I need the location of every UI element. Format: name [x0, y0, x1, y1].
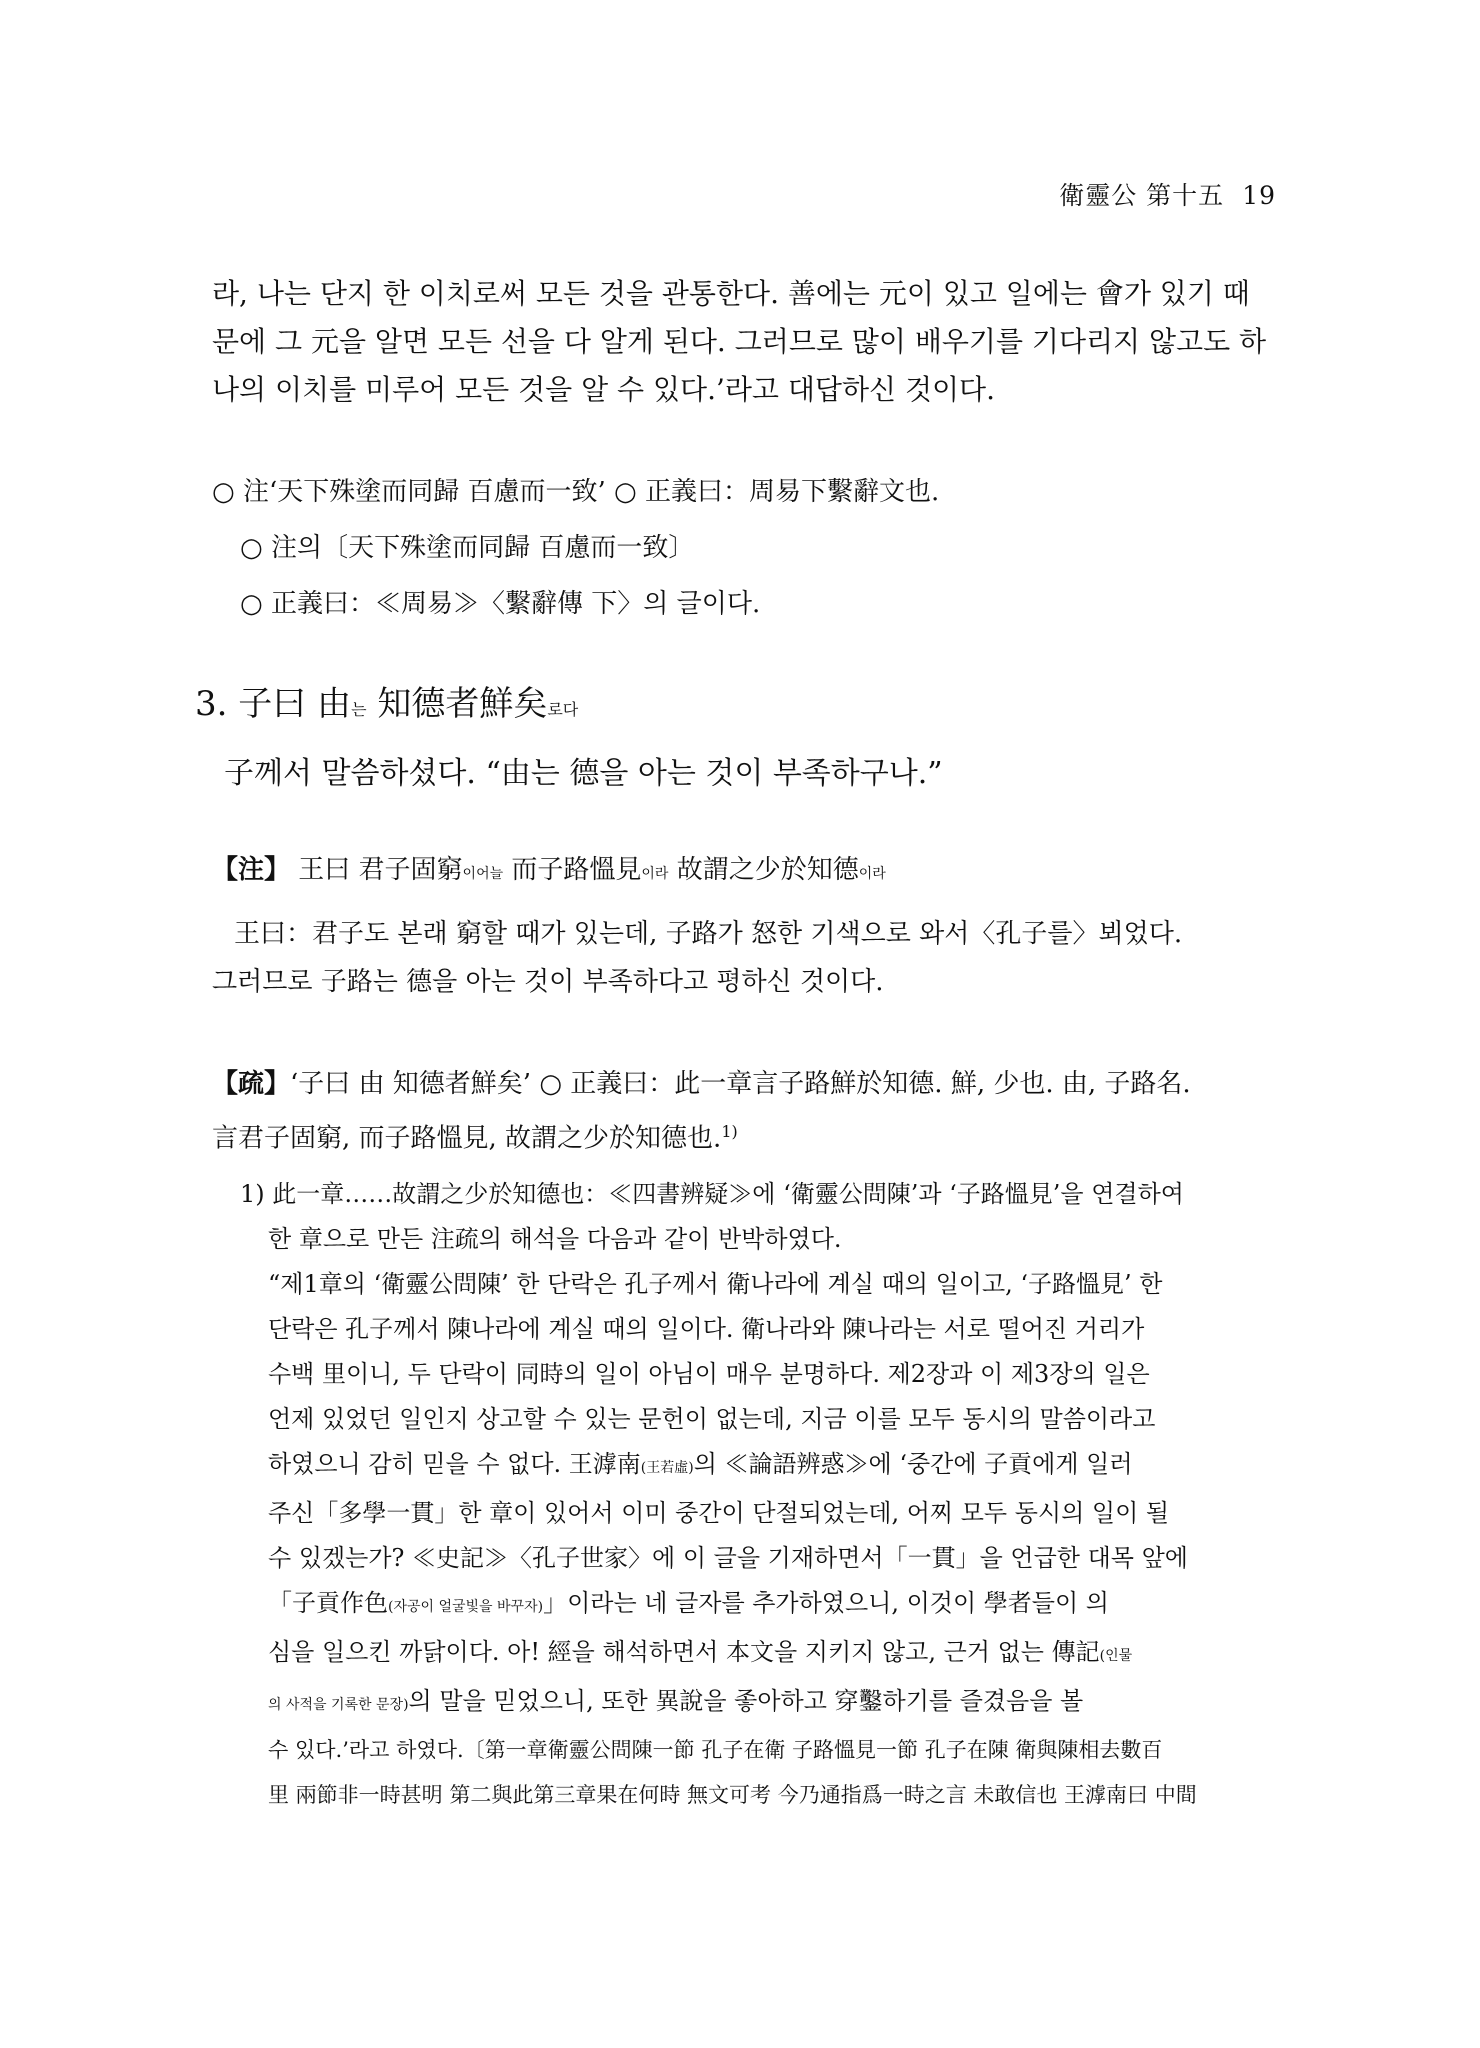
footnote-line: 언제 있었던 일인지 상고할 수 있는 문헌이 없는데, 지금 이를 모두 동시의 말씀이라고	[268, 1405, 1156, 1433]
intro-line-2: 문에 그 元을 알면 모든 선을 다 알게 된다. 그러므로 많이 배우기를 기다리지 않고도 하	[212, 325, 1267, 358]
footnote-line: 단락은 孔子께서 陳나라에 계실 때의 일이다. 衛나라와 陳나라는 서로 떨어진 거리가	[268, 1315, 1145, 1343]
note-1-sub1: ○ 注의〔天下殊塗而同歸 百慮而一致〕	[240, 533, 695, 563]
footnote-line	[240, 1581, 1268, 1630]
footnote-ref-1[interactable]: 1)	[721, 1122, 738, 1141]
footnote-segment: 「子貢作色	[268, 1589, 388, 1617]
zhu-particle-1: 이어늘	[462, 866, 504, 882]
note-1-sub2: ○ 正義曰：≪周易≫〈繫辭傳 下〉의 글이다.	[240, 589, 761, 619]
footnote-inline-note: (王若虛)	[640, 1460, 694, 1476]
footnote-segment: 」이라는 네 글자를 추가하였으니, 이것이 學者들이 의	[543, 1589, 1109, 1617]
intro-paragraph	[212, 270, 1272, 414]
shu-commentary	[212, 1060, 1272, 1163]
zhu-commentary	[212, 850, 1272, 894]
footnote-line: 한 章으로 만든 注疏의 해석을 다음과 같이 반박하였다.	[268, 1225, 842, 1253]
shu-line-2: 言君子固窮, 而子路慍見, 故謂之少於知德也.	[212, 1123, 722, 1154]
section-title-main: 3. 子曰 由	[195, 684, 352, 724]
zhu-translation	[212, 910, 1272, 1006]
footnote-line	[240, 1442, 1268, 1491]
footnote-line: 수백 里이니, 두 단락이 同時의 일이 아님이 매우 분명하다. 제2장과 이 제3장의 일은	[268, 1360, 1150, 1388]
zhu-trans-line-1: 王曰：君子도 본래 窮할 때가 있는데, 子路가 怒한 기색으로 와서〈孔子를〉뵈었다.	[234, 919, 1183, 949]
intro-line-3: 나의 이치를 미루어 모든 것을 알 수 있다.’라고 대답하신 것이다.	[212, 373, 996, 406]
footnote-line	[240, 1679, 1268, 1728]
footnote-inline-note: (인물	[1099, 1648, 1133, 1664]
footnote-1	[240, 1172, 1268, 1818]
zhu-particle-2: 이라	[641, 866, 669, 882]
zhu-text-2: 而子路慍見	[503, 855, 642, 885]
footnote-segment: 하였으니 감히 믿을 수 없다. 王滹南	[268, 1450, 641, 1478]
section-title-particle-2: 로다	[547, 700, 579, 719]
footnote-line: 1) 此一章……故謂之少於知德也：≪四書辨疑≫에 ‘衛靈公問陳’과 ‘子路慍見’을 연결하여	[240, 1180, 1184, 1208]
zhu-trans-line-2: 그러므로 子路는 德을 아는 것이 부족하다고 평하신 것이다.	[212, 967, 884, 997]
section-3-translation: 子께서 말씀하셨다. “由는 德을 아는 것이 부족하구나.”	[224, 756, 943, 791]
footnote-segment: 심을 일으킨 까닭이다. 아! 經을 해석하면서 本文을 지키지 않고, 근거 없는 傳記	[268, 1638, 1100, 1666]
footnote-segment: 의 ≪論語辨惑≫에 ‘중간에 子貢에게 일러	[693, 1450, 1133, 1478]
footnote-line: “제1章의 ‘衛靈公問陳’ 한 단락은 孔子께서 衛나라에 계실 때의 일이고, ‘子路慍見’ 한	[268, 1270, 1163, 1298]
zhu-particle-3: 이라	[858, 866, 886, 882]
header-title: 衛靈公 第十五	[1059, 181, 1225, 210]
zhu-text-3: 故謂之少於知德	[668, 855, 859, 885]
footnote-line: 수 있다.’라고 하였다.〔第一章衛靈公問陳一節 孔子在衛 子路慍見一節 孔子在陳 衛與陳相去數百	[268, 1738, 1163, 1762]
footnote-inline-note: (자공이 얼굴빛을 바꾸자)	[388, 1599, 544, 1615]
section-3-title	[195, 682, 578, 732]
shu-line-1: ‘子曰 由 知德者鮮矣’ ○ 正義曰：此一章言子路鮮於知德. 鮮, 少也. 由, 子路名.	[290, 1069, 1191, 1099]
footnote-line: 주신「多學一貫」한 章이 있어서 이미 중간이 단절되었는데, 어찌 모두 동시의 일이 될	[268, 1499, 1170, 1527]
footnote-line: 里 兩節非一時甚明 第二與此第三章果在何時 無文可考 今乃通指爲一時之言 未敢信也 王滹南曰 中間	[268, 1783, 1197, 1807]
running-header	[1059, 176, 1276, 212]
footnote-segment: 의 말을 믿었으니, 또한 異說을 좋아하고 穿鑿하기를 즐겼음을 볼	[408, 1687, 1084, 1715]
footnote-line	[240, 1630, 1268, 1679]
zhu-text-1: 王曰 君子固窮	[290, 855, 463, 885]
page-number: 19	[1242, 181, 1276, 210]
shu-label: 【疏】	[212, 1069, 291, 1099]
note-1-head: ○ 注‘天下殊塗而同歸 百慮而一致’ ○ 正義曰：周易下繫辭文也.	[212, 477, 940, 507]
footnote-line: 수 있겠는가? ≪史記≫〈孔子世家〉에 이 글을 기재하면서「一貫」을 언급한 대목 앞에	[268, 1544, 1188, 1572]
footnote-inline-note: 의 사적을 기록한 문장)	[268, 1697, 409, 1713]
intro-line-1: 라, 나는 단지 한 이치로써 모든 것을 관통한다. 善에는 元이 있고 일에는 會가 있기 때	[212, 277, 1250, 310]
section-title-main-2: 知德者鮮矣	[366, 684, 548, 724]
zhu-label: 【注】	[212, 855, 291, 885]
section-title-particle-1: 는	[351, 700, 367, 719]
